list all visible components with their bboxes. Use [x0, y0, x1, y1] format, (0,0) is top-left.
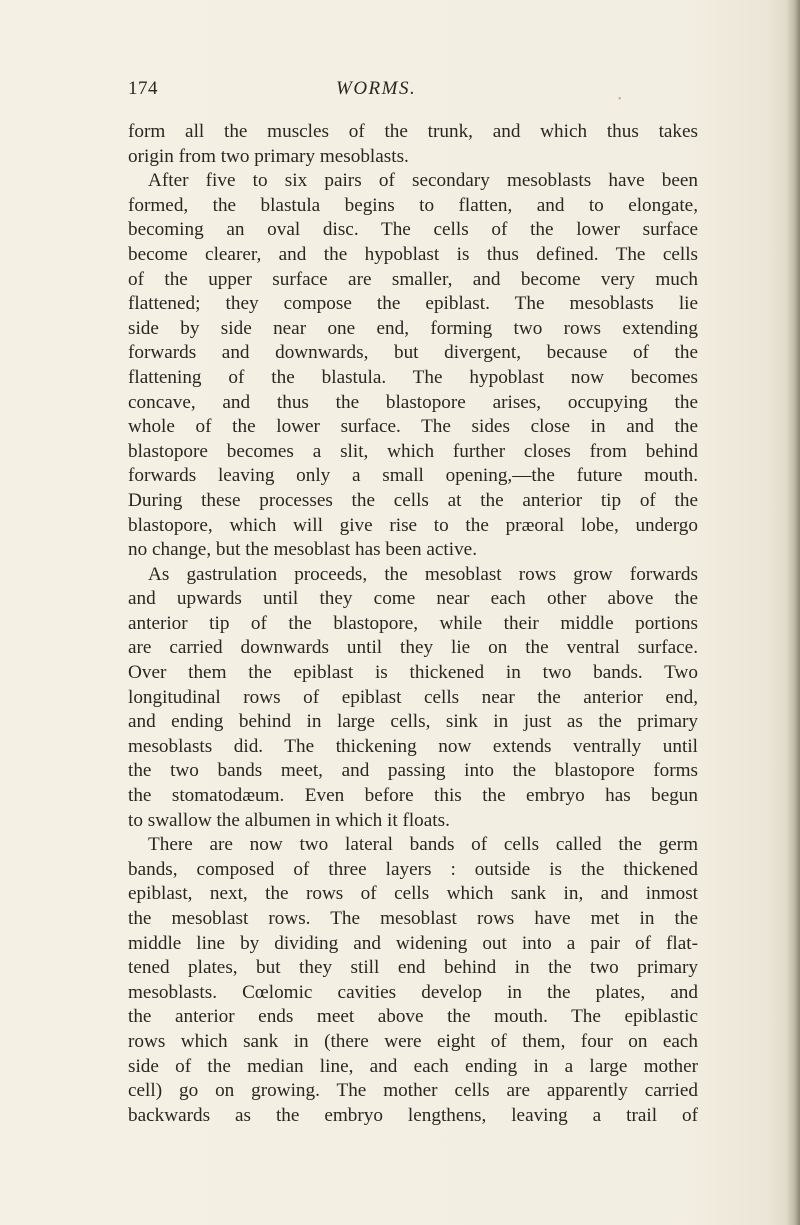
text-line: the two bands meet, and passing into the blastopore forms [128, 760, 698, 782]
running-head: WORMS. [336, 78, 417, 99]
text-line: forwards and downwards, but divergent, because of the [128, 342, 698, 364]
text-line: to swallow the albumen in which it floats. [128, 809, 450, 831]
text-line: are carried downwards until they lie on the ventral surface. [128, 637, 698, 659]
text-line: flattening of the blastula. The hypoblast now becomes [128, 366, 698, 388]
text-line: become clearer, and the hypoblast is thus defined. The cells [128, 243, 698, 265]
text-line: blastopore, which will give rise to the præoral lobe, undergo [128, 514, 698, 536]
text-line: the anterior ends meet above the mouth. The epiblastic [128, 1006, 698, 1028]
text-line: bands, composed of three layers : outside is the thickened [128, 858, 698, 880]
body-text [128, 120, 698, 1128]
text-line: epiblast, next, the rows of cells which sank in, and inmost [128, 883, 698, 905]
text-line: whole of the lower surface. The sides close in and the [128, 416, 698, 438]
text-line: and upwards until they come near each other above the [128, 588, 698, 610]
ink-speck: • [618, 94, 622, 105]
text-line: As gastrulation proceeds, the mesoblast rows grow forwards [148, 563, 698, 585]
text-line: origin from two primary mesoblasts. [128, 145, 409, 167]
text-line: the mesoblast rows. The mesoblast rows have met in the [128, 908, 698, 929]
text-line: of the upper surface are smaller, and become very much [128, 268, 698, 290]
text-line: After five to six pairs of secondary mesoblasts have been [148, 170, 698, 192]
text-line: longitudinal rows of epiblast cells near the anterior end, [128, 686, 698, 708]
text-line: backwards as the embryo lengthens, leaving a trail of [128, 1104, 698, 1126]
text-line: cell) go on growing. The mother cells are apparently carried [128, 1080, 698, 1102]
text-line: blastopore becomes a slit, which further closes from behind [128, 440, 698, 462]
text-line: mesoblasts did. The thickening now extends ventrally until [128, 735, 698, 757]
page-edge-shadow [786, 0, 800, 1225]
text-line: no change, but the mesoblast has been active. [128, 539, 477, 561]
text-line: side of the median line, and each ending in a large mother [128, 1055, 698, 1077]
text-line: forwards leaving only a small opening,—the future mouth. [128, 465, 698, 487]
page-header [128, 78, 698, 105]
text-line: concave, and thus the blastopore arises, occupying the [128, 391, 698, 413]
text-line: and ending behind in large cells, sink in just as the primary [128, 711, 698, 733]
text-line: flattened; they compose the epiblast. The mesoblasts lie [128, 293, 698, 315]
text-line: rows which sank in (there were eight of them, four on each [128, 1030, 698, 1052]
text-line: formed, the blastula begins to flatten, and to elongate, [128, 194, 698, 216]
text-line: There are now two lateral bands of cells called the germ [148, 834, 698, 856]
text-line: form all the muscles of the trunk, and which thus takes [128, 121, 698, 142]
text-line: side by side near one end, forming two rows extending [128, 317, 698, 339]
page-number: 174 [128, 78, 158, 99]
text-line: becoming an oval disc. The cells of the lower surface [128, 219, 698, 241]
text-line: the stomatodæum. Even before this the embryo has begun [128, 785, 698, 807]
text-line: Over them the epiblast is thickened in two bands. Two [128, 662, 698, 684]
text-line: During these processes the cells at the anterior tip of the [128, 489, 698, 511]
text-line: tened plates, but they still end behind in the two primary [128, 957, 698, 979]
text-line: middle line by dividing and widening out into a pair of flat- [128, 932, 698, 954]
text-line: anterior tip of the blastopore, while their middle portions [128, 612, 698, 634]
text-line: mesoblasts. Cœlomic cavities develop in the plates, and [128, 981, 698, 1003]
